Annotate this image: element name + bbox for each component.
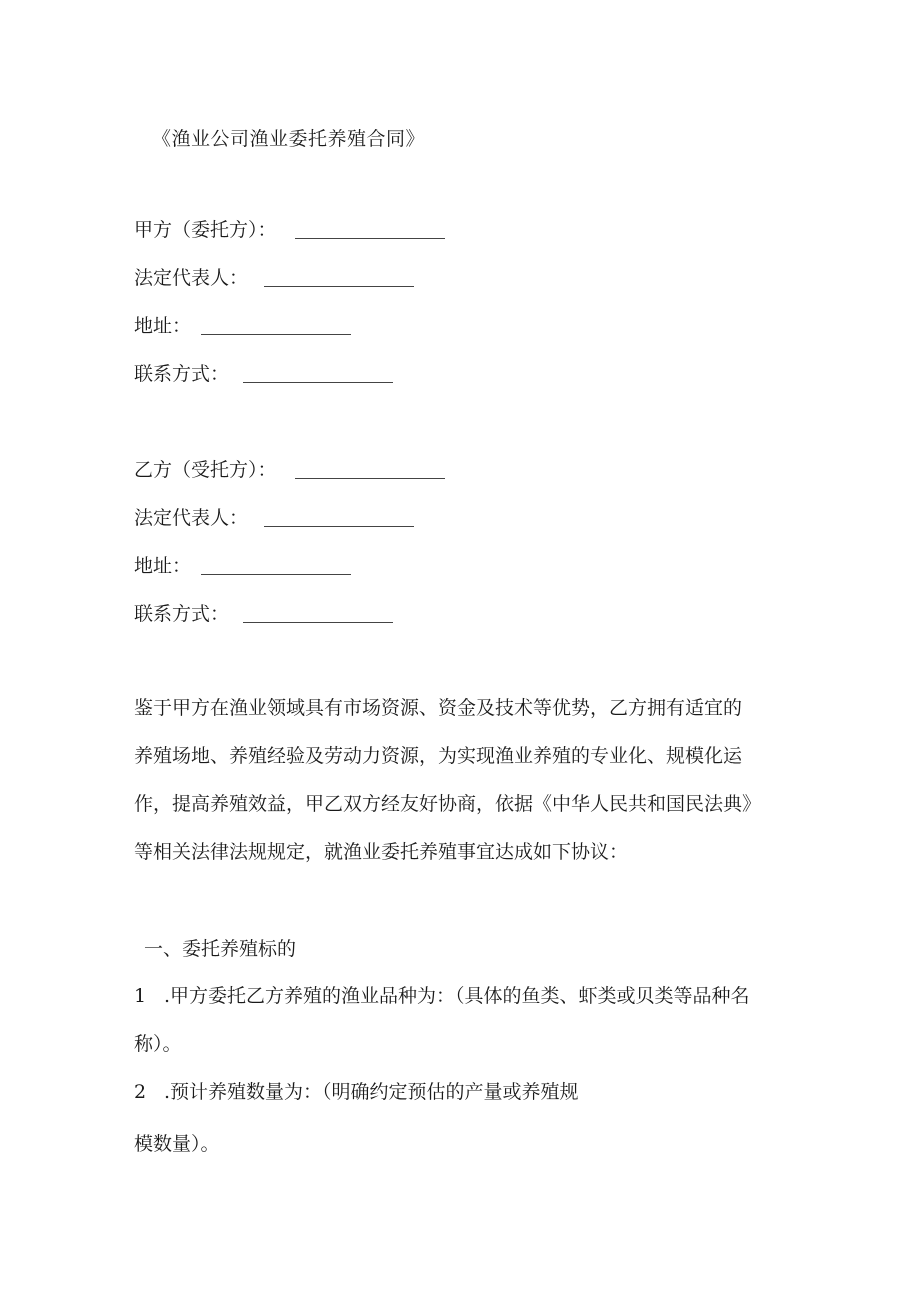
preamble-line: 养殖场地、养殖经验及劳动力资源，为实现渔业养殖的专业化、规模化运 <box>134 745 743 767</box>
preamble-line: 等相关法律法规规定，就渔业委托养殖事宜达成如下协议： <box>134 841 629 863</box>
party-b-name-blank <box>295 456 445 479</box>
party-a-representative-blank <box>264 264 414 287</box>
party-b-contact <box>134 600 393 628</box>
party-a-representative-label: 法定代表人： <box>134 267 249 289</box>
item-2-number: 2 <box>134 1081 147 1103</box>
party-a-header <box>134 216 445 244</box>
section-1-item-2 <box>134 1068 579 1116</box>
party-a-name-blank <box>295 216 445 239</box>
party-a-address <box>134 312 351 340</box>
party-a-address-blank <box>201 312 351 335</box>
party-b-representative-blank <box>264 504 414 527</box>
party-a-representative <box>134 264 414 292</box>
party-b-representative-label: 法定代表人： <box>134 507 249 529</box>
party-b-contact-blank <box>243 600 393 623</box>
section-1-item-1 <box>134 972 750 1068</box>
party-b-header <box>134 456 445 484</box>
party-b-address <box>134 552 351 580</box>
party-b-address-blank <box>201 552 351 575</box>
party-a-contact-blank <box>243 360 393 383</box>
section-1-heading: 一、委托养殖标的 <box>144 938 297 960</box>
party-a-header-label: 甲方（委托方）： <box>134 219 277 241</box>
party-b-contact-label: 联系方式： <box>134 603 230 625</box>
section-1-item-2-continuation <box>134 1120 220 1168</box>
preamble-paragraph <box>134 684 814 876</box>
item-2-first-line <box>134 1068 579 1116</box>
item-1-continuation: 称）。 <box>134 1033 182 1055</box>
party-a-address-label: 地址： <box>134 315 192 337</box>
item-2-text: .预计养殖数量为：（明确约定预估的产量或养殖规 <box>164 1081 579 1103</box>
item-2-continuation: 模数量）。 <box>134 1133 220 1155</box>
party-a-contact <box>134 360 393 388</box>
party-b-representative <box>134 504 414 532</box>
item-1-text: .甲方委托乙方养殖的渔业品种为：（具体的鱼类、虾类或贝类等品种名 <box>164 985 750 1007</box>
party-a-contact-label: 联系方式： <box>134 363 230 385</box>
preamble-line: 作，提高养殖效益，甲乙双方经友好协商，依据《中华人民共和国民法典》 <box>134 793 762 815</box>
document-title: 《渔业公司渔业委托养殖合同》 <box>152 128 426 150</box>
party-b-address-label: 地址： <box>134 555 192 577</box>
preamble-line: 鉴于甲方在渔业领域具有市场资源、资金及技术等优势，乙方拥有适宜的 <box>134 697 743 719</box>
item-1-first-line <box>134 972 750 1020</box>
item-1-number: 1 <box>134 985 147 1007</box>
party-b-header-label: 乙方（受托方）： <box>134 459 277 481</box>
